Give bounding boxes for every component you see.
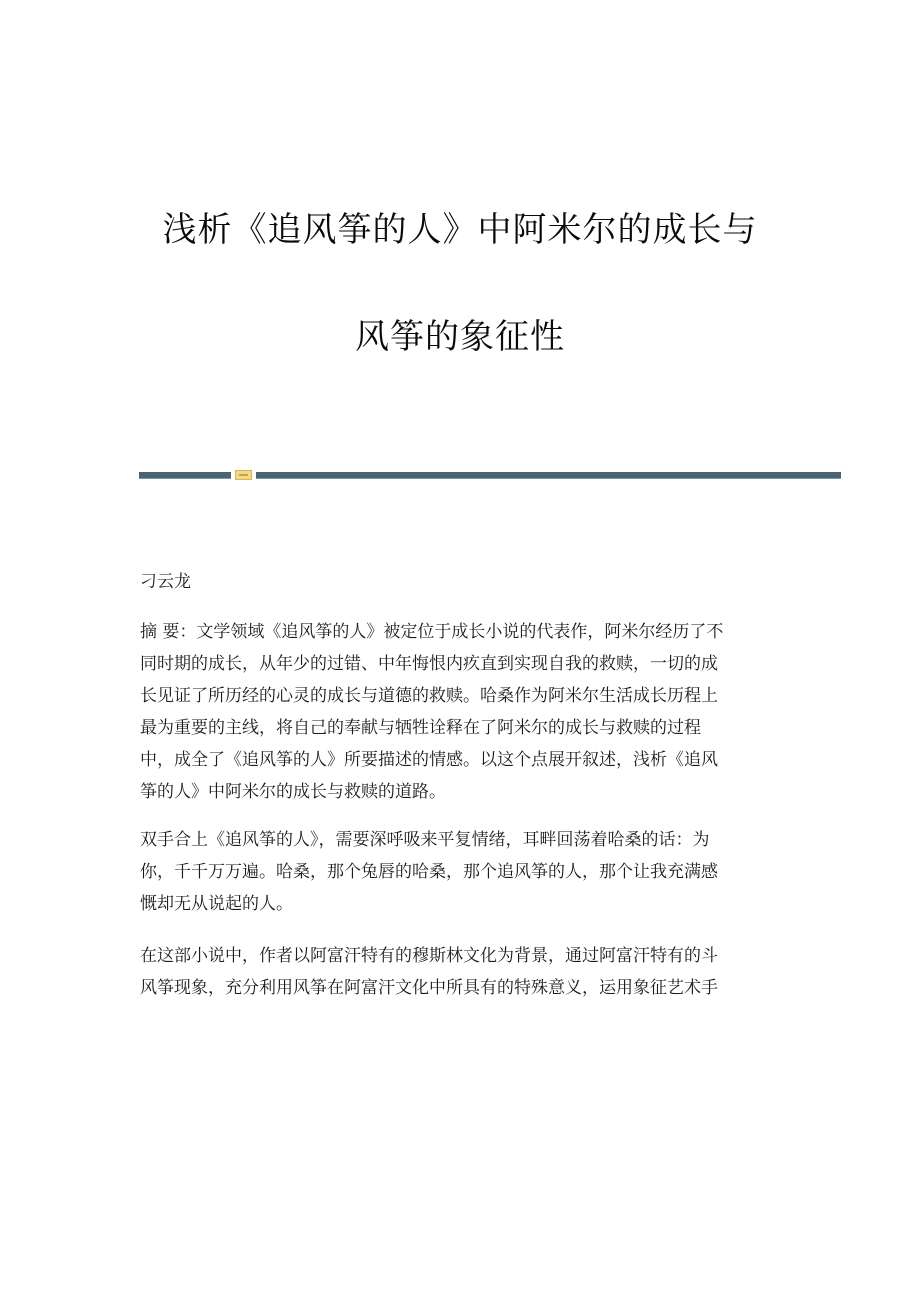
title-line-1: 浅析《追风筝的人》中阿米尔的成长与: [162, 210, 758, 250]
author-name: 刁云龙: [140, 572, 191, 592]
abstract-line: 同时期的成长，从年少的过错、中年悔恨内疚直到实现自我的救赎，一切的成: [140, 654, 718, 674]
abstract-line: 筝的人》中阿米尔的成长与救赎的道路。: [140, 782, 446, 802]
body-paragraph-3: [140, 940, 780, 1004]
paragraph-line: 在这部小说中，作者以阿富汗特有的穆斯林文化为背景，通过阿富汗特有的斗: [140, 946, 718, 966]
abstract-line: 长见证了所历经的心灵的成长与道德的救赎。哈桑作为阿米尔生活成长历程上: [140, 686, 718, 706]
divider-ornament-icon: [235, 470, 252, 480]
paragraph-line: 慨却无从说起的人。: [140, 894, 293, 914]
abstract-line: 最为重要的主线，将自己的奉献与牺牲诠释在了阿米尔的成长与救赎的过程: [140, 718, 701, 738]
title-divider: [139, 470, 841, 479]
abstract-line: 中，成全了《追风筝的人》所要描述的情感。以这个点展开叙述，浅析《追风: [140, 750, 718, 770]
paragraph-line: 双手合上《追风筝的人》，需要深呼吸来平复情绪，耳畔回荡着哈桑的话：为: [140, 830, 710, 850]
abstract-line: 摘 要：文学领域《追风筝的人》被定位于成长小说的代表作，阿米尔经历了不: [140, 622, 724, 642]
divider-bar-right: [256, 472, 841, 479]
title-line-2: 风筝的象征性: [355, 317, 565, 357]
abstract-paragraph: [140, 616, 780, 808]
document-title: [100, 210, 820, 357]
document-body: [140, 566, 780, 1016]
paragraph-line: 风筝现象，充分利用风筝在阿富汗文化中所具有的特殊意义，运用象征艺术手: [140, 978, 718, 998]
divider-bar-left: [139, 472, 231, 479]
body-paragraph-2: [140, 824, 780, 920]
paragraph-line: 你，千千万万遍。哈桑，那个兔唇的哈桑，那个追风筝的人，那个让我充满感: [140, 862, 718, 882]
